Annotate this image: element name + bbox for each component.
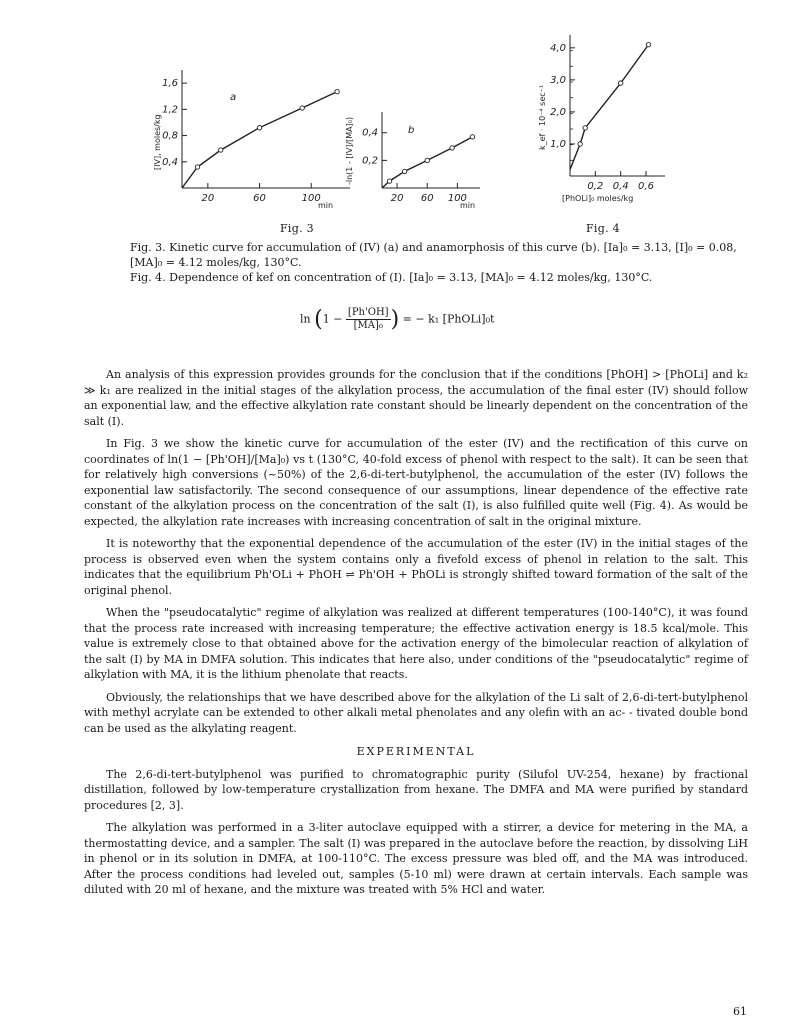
fig3-full-caption: Fig. 3. Kinetic curve for accumulation of (IV) (a) and anamorphosis of this curve (b). [Ia]₀ = 3.13, [I]₀ = 0.08, [MA]₀ = 4.12 moles/kg, 130°C. <box>130 241 737 269</box>
section-heading: EXPERIMENTAL <box>356 745 476 758</box>
fig4-x-tick-label: 0,2 <box>587 181 604 192</box>
fig3b-x-tick-label: 100 <box>447 193 467 204</box>
fig3b-y-tick-label: 0,4 <box>362 127 378 139</box>
fig4-xlabel: [PhOLi]₀ moles/kg <box>562 194 634 203</box>
fig3a-x-tick-label: 100 <box>301 193 321 204</box>
fig3b-xlabel: min <box>460 201 476 210</box>
fig4-data-point <box>646 42 650 46</box>
fig4-data-point <box>578 142 582 146</box>
fig3b-chart <box>345 112 480 210</box>
paragraph: The alkylation was performed in a 3-liter autoclave equipped with a stirrer, a device for metering in the MA, a thermostatting device, and a sampler. The salt (I) was prepared in the autoclave before the reaction, by dissolving LiH in phenol or in its solution in DMFA, at 100-110°C. The excess pressure was bled off, and the MA was introduced. After the process conditions had leveled out, samples (5-10 ml) were drawn at certain intervals. Each sample was diluted with 20 ml of hexane, and the mixture was treated with 5% HCl and water. <box>84 821 748 896</box>
fig4-line <box>570 45 649 170</box>
fig3a-data-point <box>195 165 199 169</box>
fig3a-chart <box>153 70 350 210</box>
fig3a-data-point <box>300 106 304 110</box>
fig3a-data-point <box>219 148 223 152</box>
paragraph: When the "pseudocatalytic" regime of alkylation was realized at different temperatures (100-140°C), it was found that the process rate increased with increasing temperature; the effective activation energy is 18.5 kcal/mole. This value is extremely close to that obtained above for the activation energy of the bimolecular reaction of alkylation of the salt (I) by MA in DMFA solution. This indicates that here also, under conditions of the "pseudocatalytic" regime of alkylation with MA, it is the lithium phenolate that reacts. <box>84 606 748 681</box>
eq-numerator: [Ph'OH] <box>347 307 389 318</box>
fig3b-data-point <box>470 135 474 139</box>
fig4-y-tick-label: 2,0 <box>550 106 566 118</box>
fig3a-data-point <box>257 125 261 129</box>
fig3b-data-point <box>425 158 429 162</box>
fig4-chart <box>538 35 665 203</box>
fig4-full-caption: Fig. 4. Dependence of kef on concentration of (I). [Ia]₀ = 3.13, [MA]₀ = 4.12 moles/kg, 130°C. <box>130 271 653 284</box>
fig3a-xlabel: min <box>318 201 334 210</box>
figure-captions <box>130 240 750 285</box>
eq-denominator: [MA]₀ <box>353 320 383 331</box>
fig3a-curve <box>182 92 337 188</box>
eq-close-paren: ) <box>390 307 400 332</box>
figures-svg <box>0 0 807 240</box>
fig4-data-point <box>618 81 622 85</box>
fig3a-y-tick-label: 0,8 <box>162 130 178 142</box>
fig3a-y-tick-label: 1,6 <box>162 78 178 90</box>
fig3a-ylabel: [IV], moles/kg <box>153 114 162 170</box>
body-text <box>84 367 748 905</box>
fig3b-y-tick-label: 0,2 <box>362 155 378 167</box>
fig3b-x-tick-label: 60 <box>420 193 434 204</box>
eq-rhs: = − k₁ [PhOLi]₀t <box>402 312 495 326</box>
page-number: 61 <box>733 1005 747 1018</box>
fig4-y-tick-label: 4,0 <box>550 42 566 54</box>
figures-area <box>0 0 807 250</box>
paragraph: In Fig. 3 we show the kinetic curve for accumulation of the ester (IV) and the rectification of this curve on coordinates of ln(1 − [Ph'OH]/[Ma]₀) vs t (130°C, 40-fold excess of phenol with respect to the salt). It can be seen that for relatively high conversions (~50%) of the 2,6-di-tert-butylphenol, the accumulation of the ester (IV) follows the exponential law satisfactorily. The second consequence of our assumptions, linear dependence of the effective rate constant of the alkylation process on the concentration of the salt (I), is also fulfilled quite well (Fig. 4). As would be expected, the alkylation rate increases with increasing concentration of salt in the original mixture. <box>84 437 748 528</box>
fig4-ylabel: k_ef · 10⁻⁴ sec⁻¹ <box>538 84 547 150</box>
fig3a-y-tick-label: 0,4 <box>162 156 178 168</box>
fig4-caption: Fig. 4 <box>586 222 620 235</box>
eq-one-minus: 1 − <box>322 312 343 326</box>
equation <box>300 307 494 332</box>
fig3b-data-point <box>387 179 391 183</box>
fig4-x-tick-label: 0,4 <box>612 181 629 192</box>
fig3a-panel-label: a <box>230 92 237 103</box>
fig3b-data-point <box>402 169 406 173</box>
fig3a-data-point <box>335 89 339 93</box>
fig4-y-tick-label: 1,0 <box>550 138 566 150</box>
fig3a-y-tick-label: 1,2 <box>162 104 178 116</box>
fig3b-data-point <box>450 146 454 150</box>
paragraph: An analysis of this expression provides grounds for the conclusion that if the conditions [PhOH] > [PhOLi] and k₂ ≫ k₁ are realized in the initial stages of the alkylation process, the accumulation of the final ester (IV) should follow an exponential law, and the effective alkylation rate constant should be linearly dependent on the concentration of the salt (I). <box>84 368 748 428</box>
fig3a-x-tick-label: 20 <box>201 193 215 204</box>
fig4-data-point <box>583 126 587 130</box>
fig4-y-tick-label: 3,0 <box>550 74 566 86</box>
eq-open-paren: ( <box>314 307 323 332</box>
fig3b-ylabel: -ln(1 - [IV]/[MA]₀) <box>345 116 354 185</box>
paragraph: The 2,6-di-tert-butylphenol was purified to chromatographic purity (Silufol UV-254, hexane) by fractional distillation, followed by low-temperature crystallization from hexane. The DMFA and MA were purified by standard procedures [2, 3]. <box>84 767 748 812</box>
fig3b-x-tick-label: 20 <box>390 193 404 204</box>
fig3-caption: Fig. 3 <box>280 222 314 235</box>
fig3b-panel-label: b <box>408 125 415 136</box>
paragraph: It is noteworthy that the exponential dependence of the accumulation of the ester (IV) in the initial stages of the process is observed even when the system contains only a fivefold excess of phenol in relation to the salt. This indicates that the equilibrium Ph'OLi + PhOH ⇌ Ph'OH + PhOLi is strongly shifted toward formation of the salt of the original phenol. <box>84 537 748 597</box>
fig3a-x-tick-label: 60 <box>253 193 266 204</box>
paragraph: Obviously, the relationships that we have described above for the alkylation of the Li salt of 2,6-di-tert-butylphenol with methyl acrylate can be extended to other alkali metal phenolates and any olefin with an ac- - tivated double bond can be used as the alkylating reagent. <box>84 690 748 735</box>
eq-fraction <box>346 307 391 332</box>
fig4-x-tick-label: 0,6 <box>638 181 654 192</box>
eq-ln: ln <box>300 312 311 326</box>
